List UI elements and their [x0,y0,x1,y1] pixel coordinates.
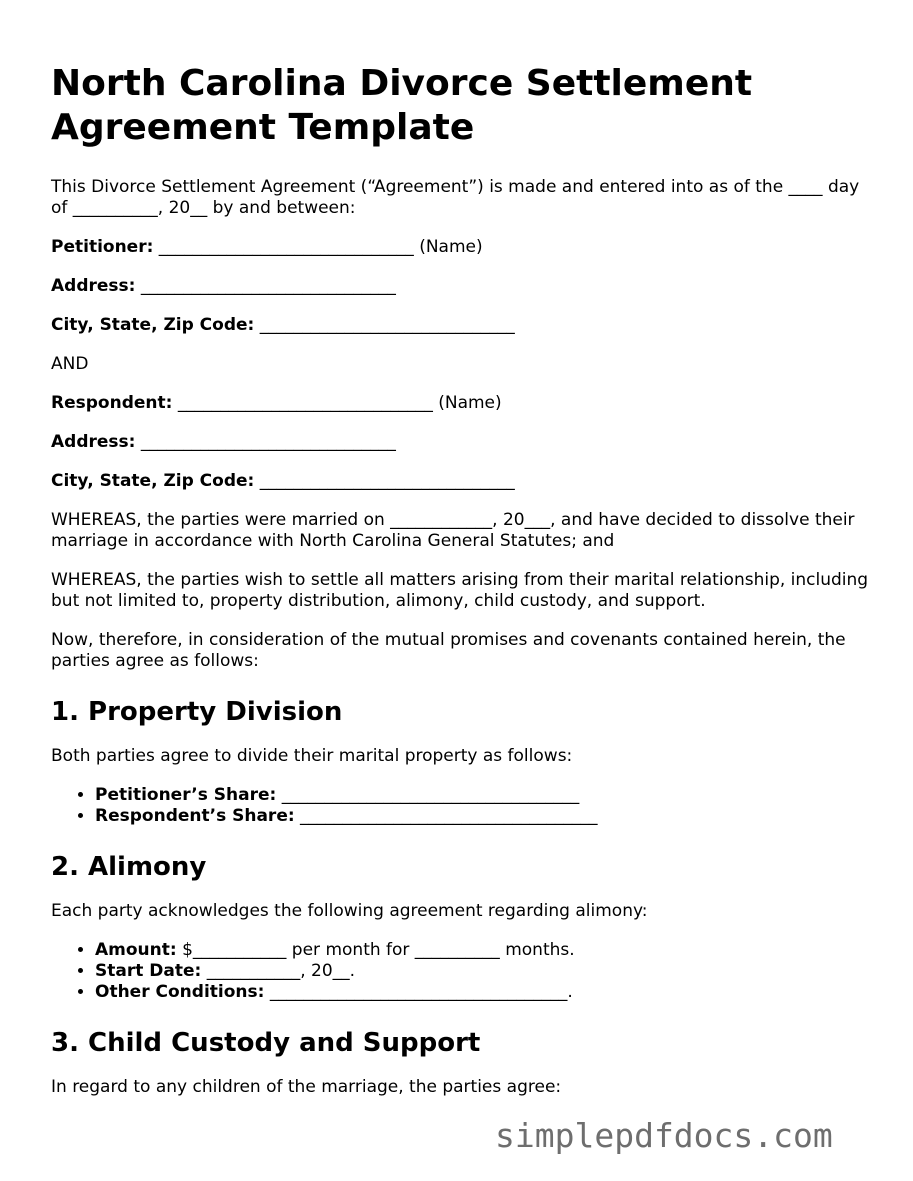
document-page [51,62,871,1098]
petitioner-share-blank: ___________________________________ [276,785,580,805]
section-child-custody-heading: 3. Child Custody and Support [51,1028,481,1058]
whereas-settle-paragraph: WHEREAS, the parties wish to settle all matters arising from their marital relationship, including but not limited to, property distribution, alimony, child custody, and support. [51,570,869,611]
document-title: North Carolina Divorce Settlement Agreement Template [51,63,753,148]
list-item [95,785,871,806]
list-item [95,940,871,961]
list-item [95,982,871,1003]
petitioner-name-line [51,237,871,258]
alimony-text: Each party acknowledges the following agreement regarding alimony: [51,901,648,921]
petitioner-address-blank: ______________________________ [135,276,396,296]
other-conditions-blank: ___________________________________. [264,982,573,1002]
child-custody-text: In regard to any children of the marriage, the parties agree: [51,1077,562,1097]
now-therefore-paragraph: Now, therefore, in consideration of the mutual promises and covenants contained herein, the parties agree as follows: [51,630,846,671]
respondent-city-line [51,471,871,492]
petitioner-city-blank: ______________________________ [254,315,515,335]
petitioner-share-label: Petitioner’s Share: [95,785,277,805]
respondent-name-label: Respondent: [51,393,173,413]
respondent-address-blank: ______________________________ [135,432,396,452]
start-date-label: Start Date: [95,961,202,981]
petitioner-city-line [51,315,871,336]
petitioner-address-label: Address: [51,276,136,296]
petitioner-city-label: City, State, Zip Code: [51,315,255,335]
respondent-name-line [51,393,871,414]
list-item [95,806,871,827]
section-alimony-heading: 2. Alimony [51,852,207,882]
respondent-name-blank: ______________________________ (Name) [172,393,502,413]
property-division-list [51,785,871,827]
whereas-marriage-paragraph: WHEREAS, the parties were married on ____________, 20___, and have decided to dissolve their marriage in accordance with North Carolina General Statutes; and [51,510,855,551]
respondent-address-line [51,432,871,453]
amount-label: Amount: [95,940,177,960]
intro-paragraph: This Divorce Settlement Agreement (“Agreement”) is made and entered into as of the ____ day of __________, 20__ by and between: [51,177,860,218]
petitioner-name-label: Petitioner: [51,237,154,257]
respondent-share-label: Respondent’s Share: [95,806,295,826]
start-date-blank: ___________, 20__. [201,961,356,981]
amount-blank: $___________ per month for __________ months. [176,940,575,960]
and-separator: AND [51,354,89,374]
petitioner-address-line [51,276,871,297]
respondent-city-blank: ______________________________ [254,471,515,491]
respondent-address-label: Address: [51,432,136,452]
respondent-city-label: City, State, Zip Code: [51,471,255,491]
alimony-list [51,940,871,1003]
other-conditions-label: Other Conditions: [95,982,265,1002]
list-item [95,961,871,982]
property-division-text: Both parties agree to divide their marital property as follows: [51,746,573,766]
watermark: simplepdfdocs.com [495,1116,833,1155]
petitioner-name-blank: ______________________________ (Name) [153,237,483,257]
section-property-division-heading: 1. Property Division [51,697,343,727]
respondent-share-blank: ___________________________________ [294,806,598,826]
